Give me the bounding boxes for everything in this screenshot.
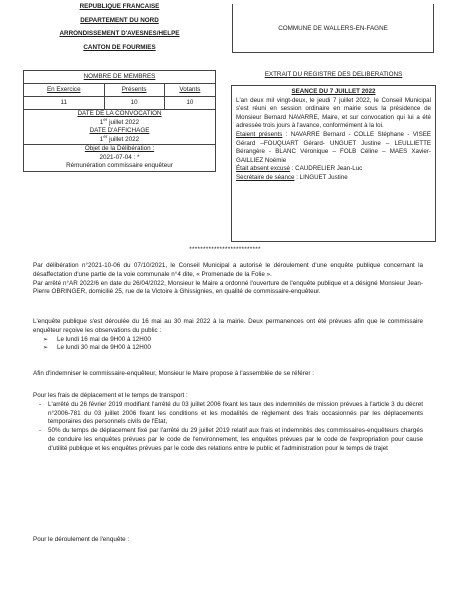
- seance-presents: [236, 131, 431, 165]
- convocation-sup: er: [103, 116, 108, 122]
- affichage-rest: juillet 2022: [107, 135, 140, 143]
- seance-box: [231, 85, 436, 242]
- header-votants: Votants: [164, 84, 215, 97]
- header-presents: Présents: [104, 84, 164, 97]
- affichage-sup: er: [103, 133, 108, 139]
- seance-absent: [236, 165, 431, 174]
- members-title: NOMBRE DE MEMBRES: [24, 71, 216, 84]
- presents-list: : NAVARRE Bernard - COLLE Stéphane - VISEE Gérard –FOUQUART Gérard- UNGUET Justine – LEULLIETTE Bérangère - BLANC Véronique – FOLB Céline – MAES Xavier-GAILLIEZ Noémie: [236, 130, 431, 164]
- objet-cell: [24, 145, 216, 172]
- seance-title: SEANCE DU 7 JUILLET 2022: [291, 88, 376, 95]
- secretaire-name: : LINGUET Justine: [294, 173, 348, 181]
- commune-name: COMMUNE DE WALLERS-EN-FAGNE: [278, 25, 388, 32]
- convocation-rest: juillet 2022: [107, 118, 140, 126]
- paragraph-5: Pour les frais de déplacement et le temps de transport :: [33, 392, 188, 399]
- value-en-exercice: 11: [24, 97, 105, 110]
- convocation-date: [24, 116, 215, 128]
- affichage-date: [24, 133, 215, 145]
- dash-item-2: - 50% du temps de déplacement fixé par l'arrêté du 29 juillet 2019 relatif aux frais et indemnités des commissaires-enquêteurs chargés de conduire les enquêtes prévues par le code de l'environnement, les enquêtes prévues par le code de l'expropriation pour cause d'utilité publique et les enquêtes prévues par le code des relations entre le public et l'administration pour le temps de trajet: [33, 427, 423, 453]
- convocation-day: 1: [99, 118, 104, 126]
- absent-list: : CAUDRELIER Jean-Luc: [290, 165, 363, 173]
- members-table: [23, 70, 216, 172]
- paragraph-deroulement: [33, 536, 423, 545]
- bullet-2: ➢ Le lundi 30 mai de 9H00 à 12H00: [33, 344, 423, 353]
- value-votants: 10: [164, 97, 215, 110]
- extrait-title: EXTRAIT DU REGISTRE DES DELIBERATIONS: [264, 71, 403, 78]
- convocation-label: DATE DE LA CONVOCATION: [77, 110, 162, 117]
- bullet-1: ➢ Le lundi 16 mai de 9H00 à 12H00: [33, 336, 423, 345]
- paragraph-6: Pour le déroulement de l'enquête :: [33, 536, 130, 543]
- header-canton: CANTON DE FOURMIES: [83, 43, 156, 51]
- paragraph-enquete: [33, 318, 423, 353]
- objet-text: Rémunération commissaire enquêteur: [66, 162, 173, 169]
- paragraph-deliberation: [33, 262, 423, 297]
- seance-secretaire: [236, 174, 431, 183]
- paragraph-2: Par arrêté n°AR 2022/6 en date du 26/04/2022, Monsieur le Maire a ordonné l'ouverture de l'enquête publique et a désigné Monsieur Jean-Pierre OBRINGER, domicilié 25, rue de la Victoire à Ghissignies, en qualité de commissaire-enquêteur.: [33, 279, 423, 296]
- header-departement: DEPARTEMENT DU NORD: [80, 16, 159, 24]
- header-en-exercice: En Exercice: [24, 84, 105, 97]
- absent-label: Était absent excusé: [236, 165, 291, 173]
- paragraph-frais: [33, 392, 423, 454]
- paragraph-indemniser: [33, 370, 423, 379]
- paragraph-4: Afin d'indemniser le commissaire-enquêteur, Monsieur le Maire propose à l'assemblée de se référer :: [33, 370, 314, 377]
- objet-ref: 2021-07-04 : *: [99, 153, 140, 161]
- affichage-label: DATE D'AFFICHAGE: [89, 127, 150, 134]
- commune-box: [232, 4, 434, 53]
- paragraph-1: Par délibération n°2021-10-06 du 07/10/2021, le Conseil Municipal a autorisé le déroulement d'une enquête publique concernant la désaffectation d'une partie de la voie communale n°4 dite, « Promenade de la Folie ».: [33, 262, 423, 278]
- objet-label: Objet de la Délibération :: [84, 145, 155, 152]
- paragraph-3: L'enquête publique s'est déroulée du 16 mai au 30 mai 2022 à la mairie. Deux permanences ont été prévues afin que le commissaire enquêteur reçoive les observations du public :: [33, 318, 423, 334]
- header-arrondissement: ARRONDISSEMENT D'AVESNES/HELPE: [59, 30, 180, 37]
- value-presents: 10: [104, 97, 164, 110]
- secretaire-label: Secrétaire de séance: [236, 173, 295, 181]
- header-republique: REPUBLIQUE FRANCAISE: [79, 3, 160, 10]
- seance-intro: L'an deux mil vingt-deux, le jeudi 7 juillet 2022, le Conseil Municipal s'est réuni en session ordinaire en mairie sous la présidence de Monsieur Bernard NAVARRE, Maire, et sur convocation qui lui a été adressée trois jours à l'avance, conformément à la loi.: [236, 96, 431, 130]
- affichage-day: 1: [99, 135, 104, 143]
- header-left: [22, 0, 217, 54]
- dash-item-1: - L'arrêté du 26 février 2019 modifiant l'arrêté du 03 juillet 2006 fixant les taux des indemnités de mission prévues à l'article 3 du décret n°2006-781 du 03 juillet 2006 fixant les conditions et les modalités de règlement des frais occasionnés par les déplacements temporaires des personnels civils de l'Etat,: [33, 401, 423, 427]
- presents-label: Etaient présents: [236, 130, 283, 138]
- convocation-cell: [24, 110, 216, 145]
- separator: **************************: [189, 246, 261, 253]
